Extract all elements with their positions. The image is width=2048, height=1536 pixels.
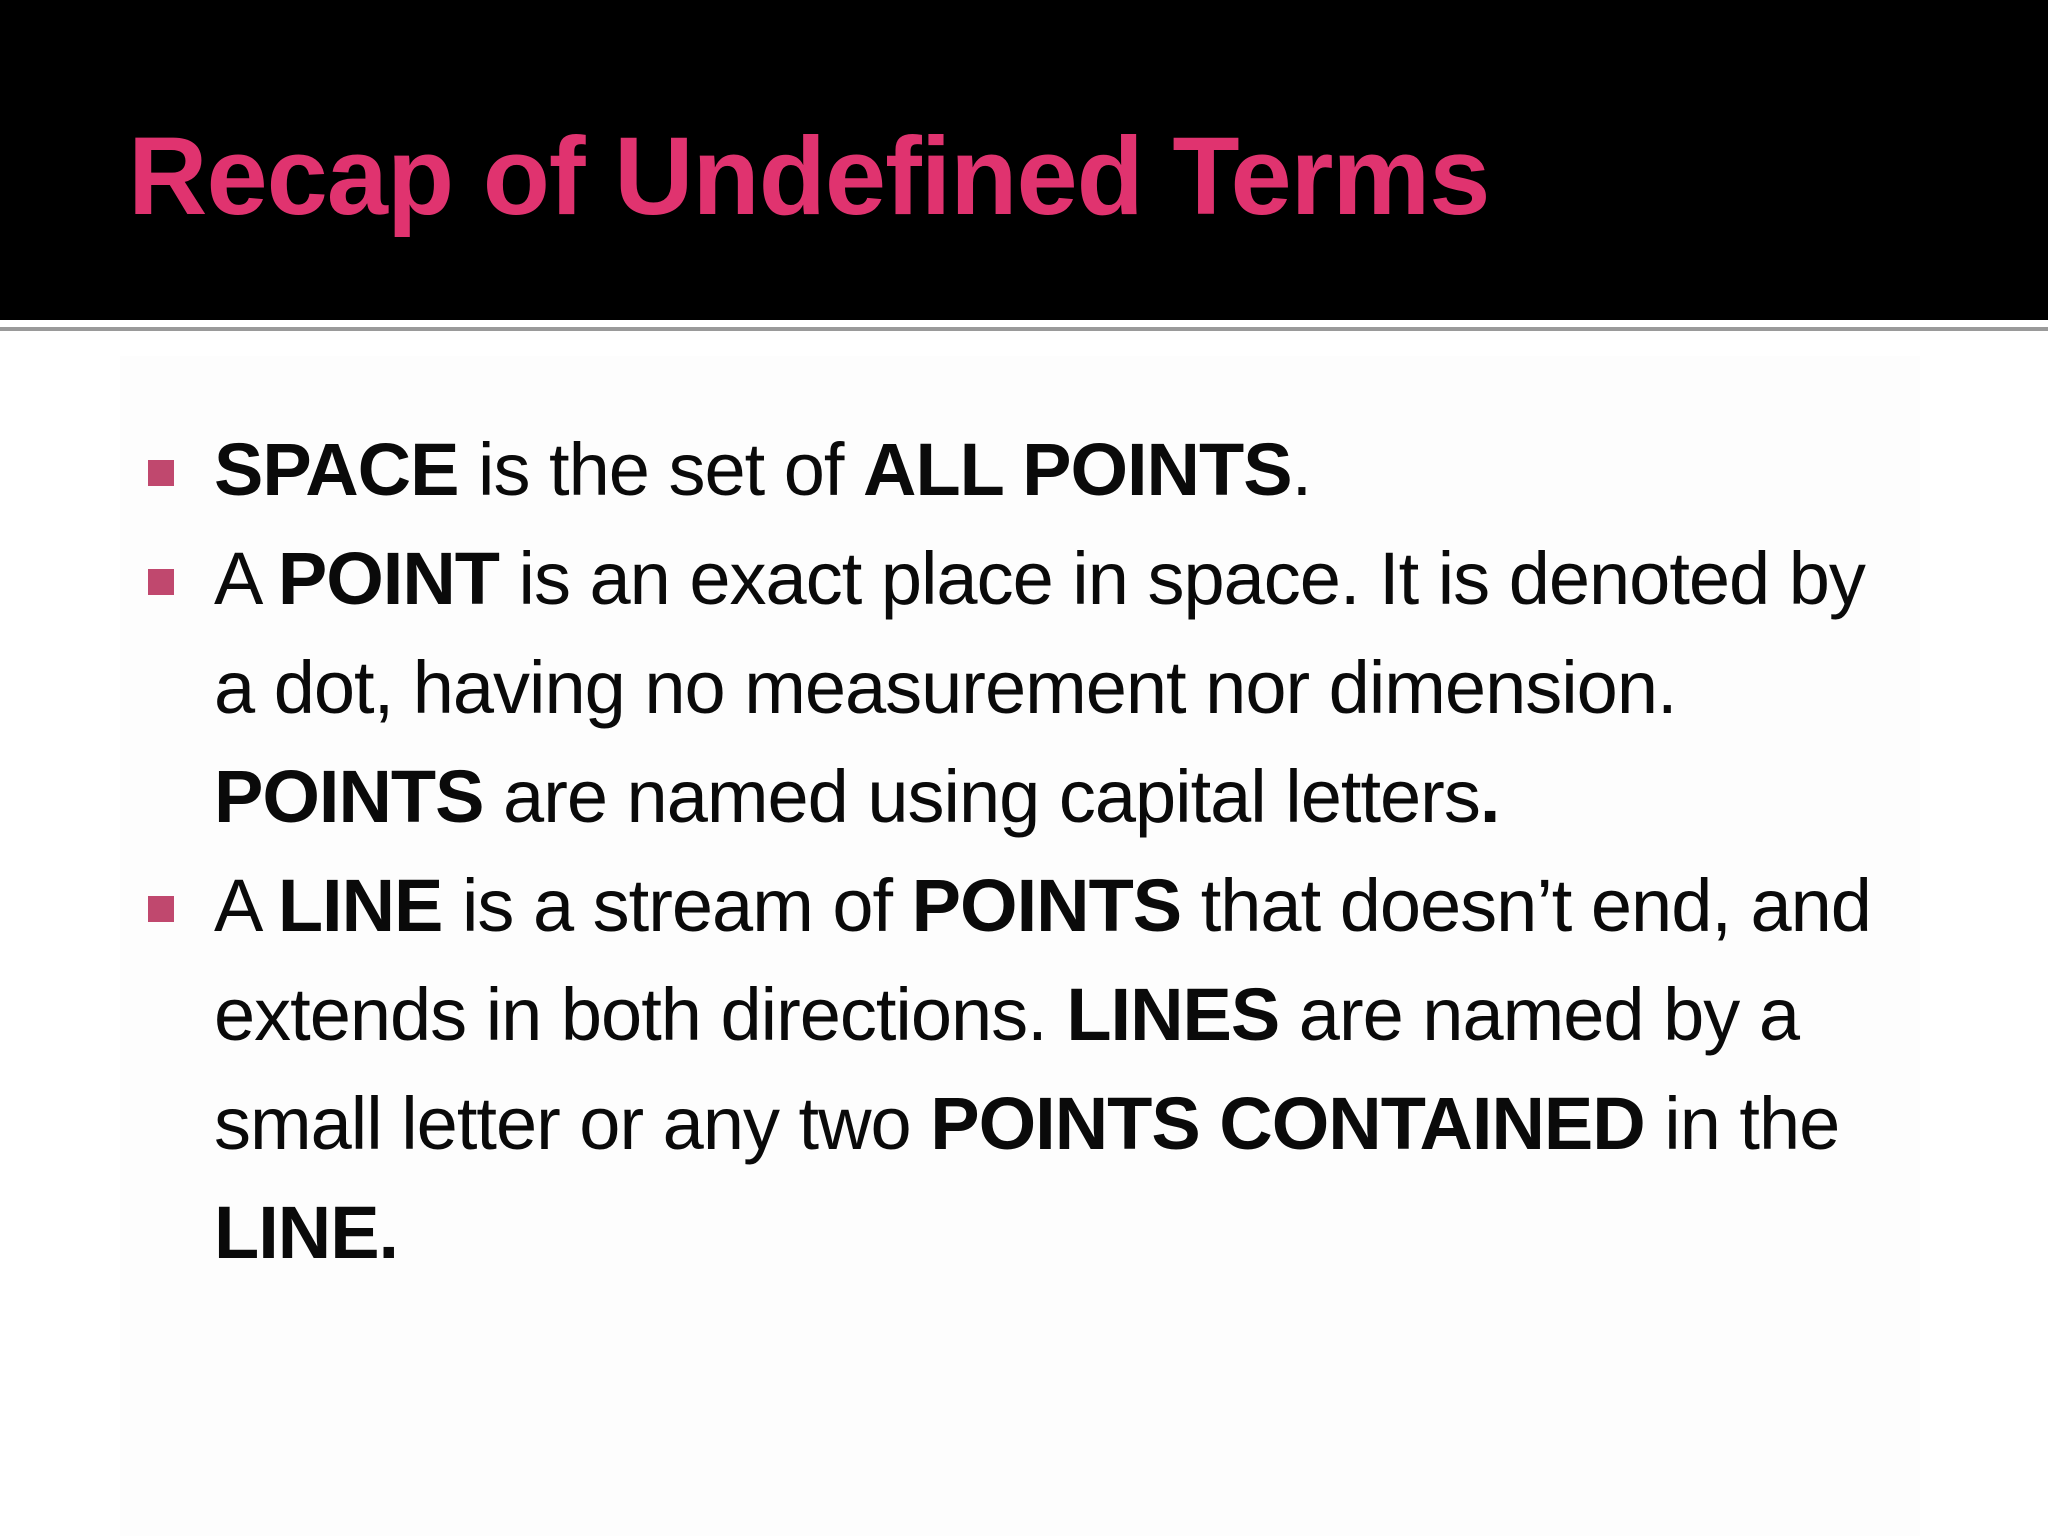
title-bar (0, 0, 2048, 320)
bullet-segment: . (1291, 428, 1312, 511)
bullet-item-line (148, 851, 1888, 1287)
term-bold: LINE. (214, 1191, 399, 1274)
term-bold: LINES (1066, 973, 1280, 1056)
term-bold: ALL POINTS (863, 428, 1292, 511)
bullet-text (214, 415, 1888, 524)
term-bold: . (1479, 755, 1500, 838)
bullet-segment: A (214, 537, 278, 620)
title-divider (0, 327, 2048, 331)
bullet-segment: is the set of (458, 428, 864, 511)
bullet-text (214, 524, 1888, 851)
bullet-item-space (148, 415, 1888, 524)
bullet-item-point (148, 524, 1888, 851)
square-bullet-icon (148, 569, 174, 595)
bullet-segment: is an exact place in space. It is denoted by a dot, having no measurement nor dimension. (214, 537, 1865, 729)
term-bold: SPACE (214, 428, 459, 511)
term-bold: POINTS (911, 864, 1182, 947)
bullet-segment: in the (1644, 1082, 1840, 1165)
bullet-segment: that doesn’t end, and extends in both directions. (214, 864, 1871, 1056)
bullet-text (214, 851, 1888, 1287)
slide-title: Recap of Undefined Terms (128, 115, 1490, 238)
term-bold: LINE (277, 864, 443, 947)
bullet-segment: is a stream of (442, 864, 912, 947)
square-bullet-icon (148, 896, 174, 922)
bullet-list (148, 415, 1888, 1287)
bullet-segment: are named using capital letters (483, 755, 1480, 838)
bullet-segment: are named by a small letter or any two (214, 973, 1799, 1165)
bullet-segment: A (214, 864, 278, 947)
term-bold: POINT (277, 537, 499, 620)
term-bold: POINTS (214, 755, 484, 838)
term-bold: POINTS CONTAINED (930, 1082, 1645, 1165)
square-bullet-icon (148, 460, 174, 486)
